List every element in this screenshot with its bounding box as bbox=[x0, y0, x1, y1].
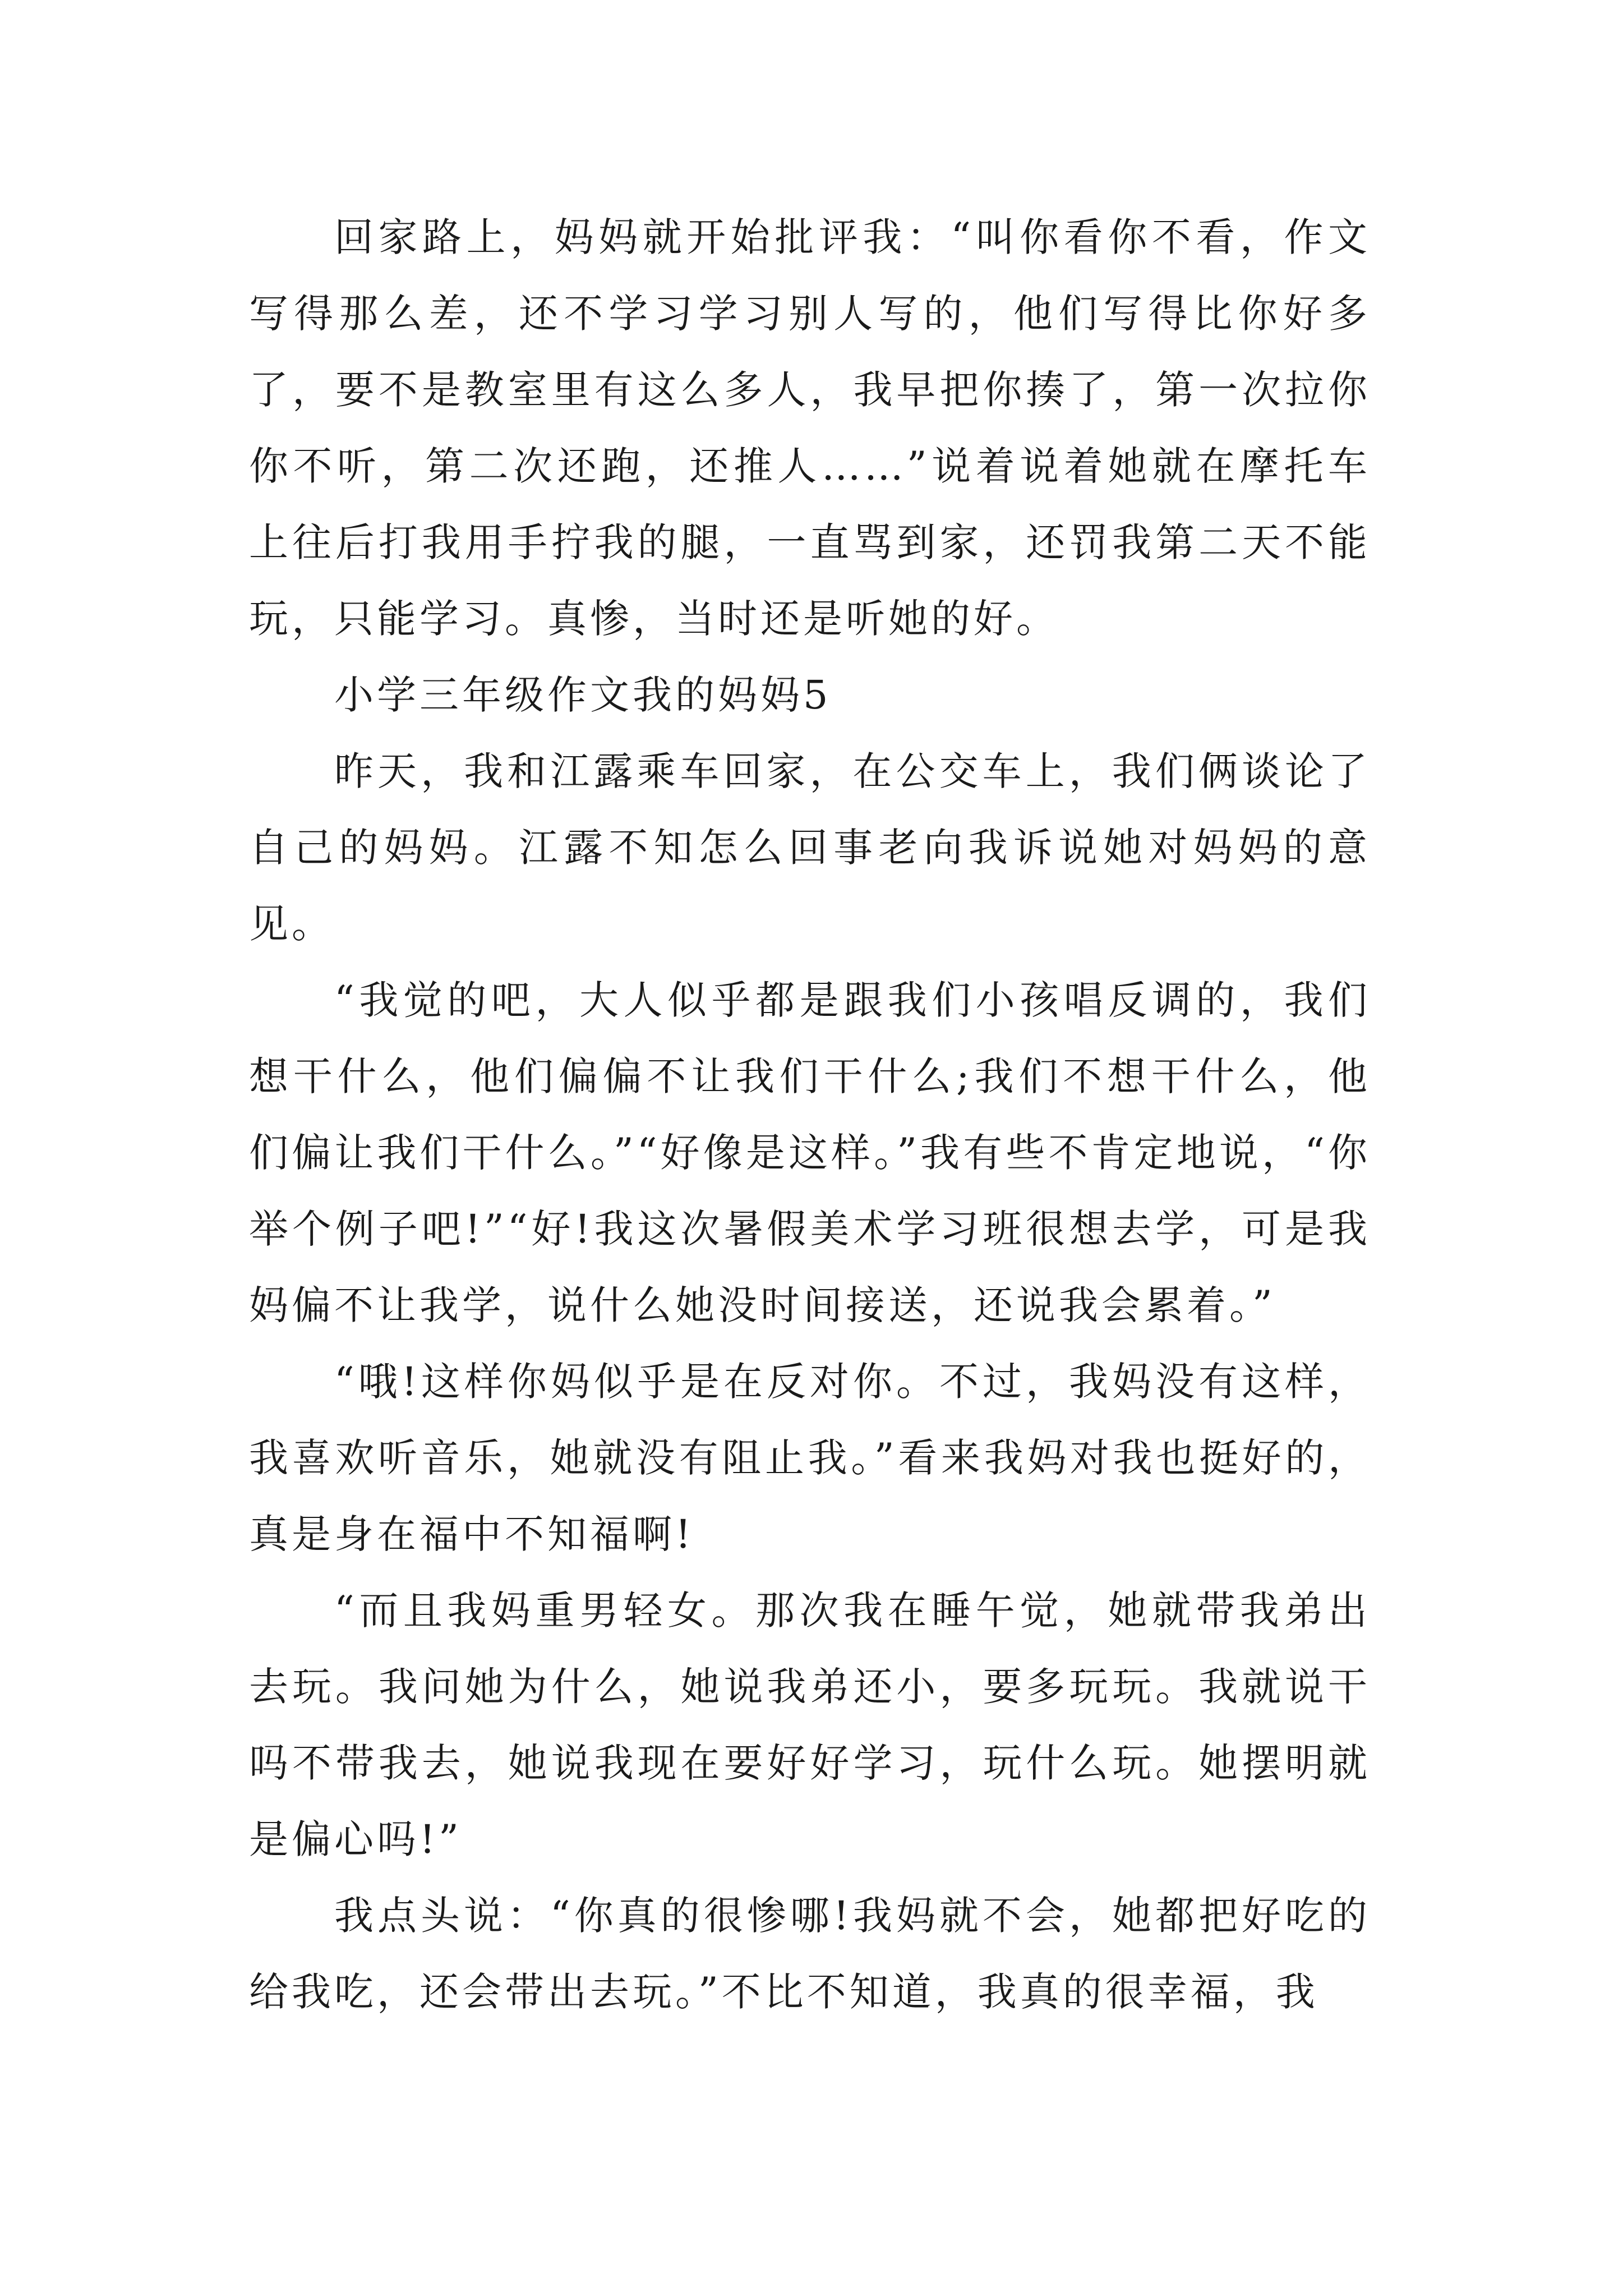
article-body bbox=[249, 199, 1371, 2030]
paragraph-bus-ride: 昨天，我和江露乘车回家，在公交车上，我们俩谈论了自己的妈妈。江露不知怎么回事老向我诉说她对妈妈的意见。 bbox=[249, 748, 1371, 947]
paragraph-favoritism: “而且我妈重男轻女。那次我在睡午觉，她就带我弟出去玩。我问她为什么，她说我弟还小，要多玩玩。我就说干吗不带我去，她说我现在要好好学习，玩什么玩。她摆明就是偏心吗!” bbox=[249, 1588, 1371, 1862]
paragraph-walk-home: 回家路上，妈妈就开始批评我：“叫你看你不看，作文写得那么差，还不学习学习别人写的，他们写得比你好多了，要不是教室里有这么多人，我早把你揍了，第一次拉你你不听，第二次还跑，还推人……”说着说着她就在摩托车上往后打我用手拧我的腿，一直骂到家，还罚我第二天不能玩，只能学习。真惨，当时还是听她的好。 bbox=[249, 214, 1371, 642]
paragraph-parents-contrary: “我觉的吧，大人似乎都是跟我们小孩唱反调的，我们想干什么，他们偏偏不让我们干什么;我们不想干什么，他们偏让我们干什么。”“好像是这样。”我有些不肯定地说，“你举个例子吧!”“好!我这次暑假美术学习班很想去学，可是我妈偏不让我学，说什么她没时间接送，还说我会累着。” bbox=[249, 977, 1371, 1328]
section-heading: 小学三年级作文我的妈妈5 bbox=[334, 672, 832, 718]
paragraph-nodding: 我点头说：“你真的很惨哪!我妈就不会，她都把好吃的给我吃，还会带出去玩。”不比不知道，我真的很幸福，我 bbox=[249, 1893, 1371, 2015]
paragraph-music: “哦!这样你妈似乎是在反对你。不过，我妈没有这样，我喜欢听音乐，她就没有阻止我。”看来我妈对我也挺好的，真是身在福中不知福啊! bbox=[249, 1359, 1371, 1557]
